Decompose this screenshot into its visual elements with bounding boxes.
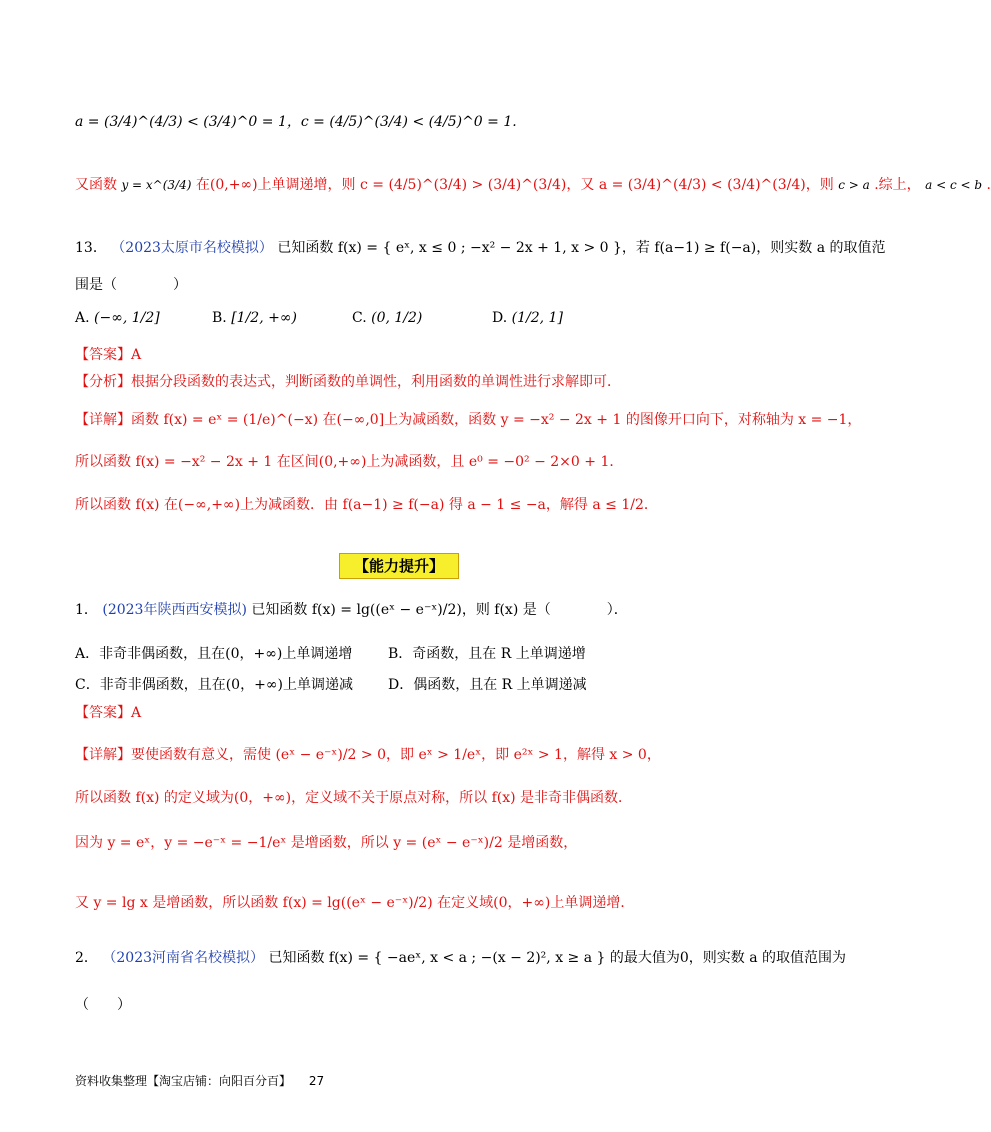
answer-value: A bbox=[131, 347, 142, 363]
q2-stem bbox=[75, 948, 846, 968]
page-footer bbox=[75, 1072, 324, 1089]
q13-analysis bbox=[75, 372, 621, 392]
detail-text: 所以函数 f(x) 在(−∞,+∞)上为减函数．由 f(a−1) ≥ f(−a) 得 a − 1 ≤ −a，解得 a ≤ 1/2． bbox=[75, 497, 658, 513]
question-source: （2023河南省名校模拟） bbox=[102, 950, 265, 966]
analysis-text: 根据分段函数的表达式，判断函数的单调性，利用函数的单调性进行求解即可． bbox=[131, 374, 621, 390]
q13-option-c: C. (0, 1/2) bbox=[352, 310, 423, 326]
top-line-1 bbox=[75, 112, 517, 132]
q1-stem bbox=[75, 600, 628, 620]
question-stem: 已知函数 f(x) = { −aeˣ, x < a ; −(x − 2)², x ≥ a } 的最大值为0，则实数 a 的取值范围为 bbox=[268, 950, 847, 966]
question-stem: 已知函数 f(x) = lg((eˣ − e⁻ˣ)/2)，则 f(x) 是（ ）． bbox=[251, 602, 628, 618]
q1-option-a: A．非奇非偶函数，且在(0，+∞)上单调递增 bbox=[75, 646, 353, 662]
q1-answer bbox=[75, 703, 141, 723]
text-fragment: . bbox=[986, 177, 991, 193]
question-source: （2023太原市名校模拟） bbox=[111, 240, 273, 256]
detail-text: 函数 f(x) = eˣ = (1/e)^(−x) 在(−∞,0]上为减函数，函数 y = −x² − 2x + 1 的图像开口向下，对称轴为 x = −1， bbox=[131, 412, 862, 428]
q13-detail-2 bbox=[75, 452, 623, 472]
analysis-tag: 【分析】 bbox=[75, 374, 131, 390]
text-fragment: 在(0,+∞)上单调递增，则 c = (4/5)^(3/4) > (3/4)^(3/4)，又 a = (3/4)^(4/3) < (3/4)^(3/4)，则 bbox=[195, 177, 834, 193]
detail-tag: 【详解】 bbox=[75, 747, 131, 763]
question-stem: 已知函数 f(x) = { eˣ, x ≤ 0 ; −x² − 2x + 1, x > 0 }，若 f(a−1) ≥ f(−a)，则实数 a 的取值范 bbox=[277, 240, 886, 256]
question-source: (2023年陕西西安模拟) bbox=[102, 602, 247, 618]
math-fragment: a < c < b bbox=[925, 178, 983, 192]
q13-option-b: B. [1/2, +∞) bbox=[212, 310, 297, 326]
detail-text: 所以函数 f(x) = −x² − 2x + 1 在区间(0,+∞)上为减函数，且 e⁰ = −0² − 2×0 + 1． bbox=[75, 454, 624, 470]
q1-option-c: C．非奇非偶函数，且在(0，+∞)上单调递减 bbox=[75, 677, 353, 693]
detail-text: 所以函数 f(x) 的定义域为(0，+∞)，定义域不关于原点对称，所以 f(x) 是非奇非偶函数． bbox=[75, 790, 633, 806]
question-stem: 围是（ ） bbox=[75, 277, 187, 293]
answer-blank: （ ） bbox=[75, 997, 131, 1013]
text-fragment: .综上， bbox=[874, 177, 921, 193]
detail-tag: 【详解】 bbox=[75, 412, 131, 428]
math-fragment: c > a bbox=[838, 178, 870, 192]
page-number: 27 bbox=[308, 1074, 325, 1088]
q13-stem-line-1 bbox=[75, 238, 886, 258]
q2-paren bbox=[75, 995, 131, 1015]
q13-option-a: A. (−∞, 1/2] bbox=[75, 310, 160, 326]
detail-text: 又 y = lg x 是增函数，所以函数 f(x) = lg((eˣ − e⁻ˣ)/2) 在定义域(0，+∞)上单调递增． bbox=[75, 895, 635, 911]
answer-value: A bbox=[131, 705, 142, 721]
q13-detail-1 bbox=[75, 410, 861, 430]
q13-option-d: D. (1/2, 1] bbox=[492, 310, 563, 326]
q1-detail-3 bbox=[75, 833, 577, 853]
q1-detail-2 bbox=[75, 788, 632, 808]
q13-answer bbox=[75, 345, 141, 365]
top-line-2 bbox=[75, 175, 991, 195]
footer-text: 资料收集整理【淘宝店铺：向阳百分百】 bbox=[75, 1074, 292, 1088]
text-fragment: 又函数 bbox=[75, 177, 117, 193]
question-number: 2． bbox=[75, 950, 98, 966]
section-title: 【能力提升】 bbox=[339, 553, 459, 579]
q1-detail-1 bbox=[75, 745, 661, 765]
answer-tag: 【答案】 bbox=[75, 347, 131, 363]
q1-option-d: D．偶函数，且在 R 上单调递减 bbox=[388, 677, 587, 693]
detail-text: 因为 y = eˣ，y = −e⁻ˣ = −1/eˣ 是增函数，所以 y = (eˣ − e⁻ˣ)/2 是增函数， bbox=[75, 835, 578, 851]
q13-stem-line-2 bbox=[75, 275, 187, 295]
top-line-1-text: a = (3/4)^(4/3) < (3/4)^0 = 1，c = (4/5)^(3/4) < (4/5)^0 = 1. bbox=[75, 114, 517, 130]
detail-text: 要使函数有意义，需使 (eˣ − e⁻ˣ)/2 > 0，即 eˣ > 1/eˣ，即 e²ˣ > 1，解得 x > 0， bbox=[131, 747, 661, 763]
q1-detail-4 bbox=[75, 893, 634, 913]
answer-tag: 【答案】 bbox=[75, 705, 131, 721]
question-number: 1． bbox=[75, 602, 98, 618]
q13-detail-3 bbox=[75, 495, 658, 515]
question-number: 13． bbox=[75, 240, 107, 256]
math-fragment: y = x^(3/4) bbox=[121, 178, 192, 192]
q1-option-b: B．奇函数，且在 R 上单调递增 bbox=[388, 646, 586, 662]
